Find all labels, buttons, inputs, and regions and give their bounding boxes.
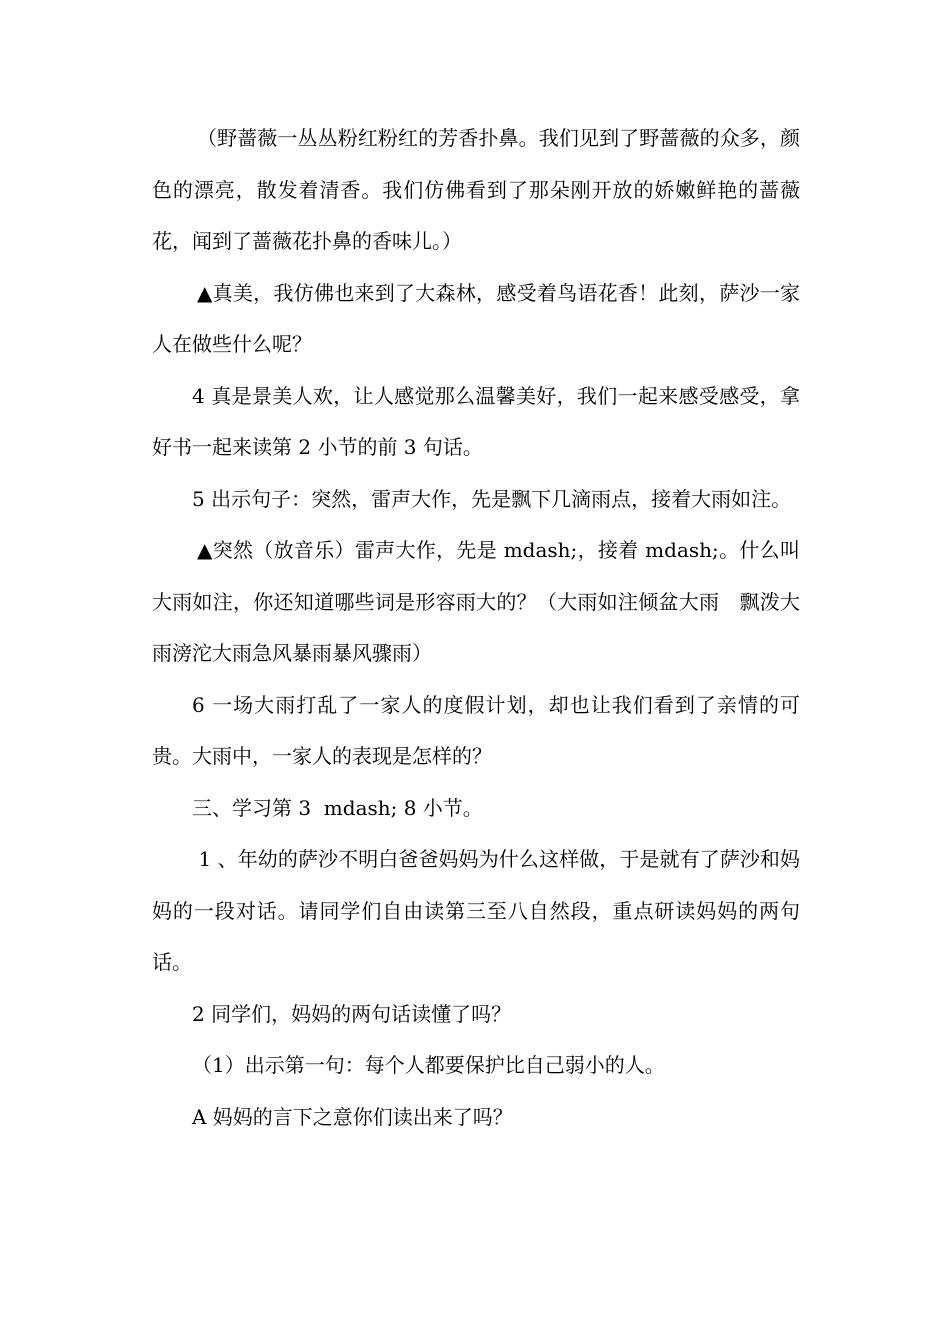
paragraph-item-2: 2 同学们，妈妈的两句话读懂了吗？ [192, 1001, 512, 1026]
document-body [152, 113, 800, 1143]
paragraph-step-5: 5 出示句子：突然，雷声大作，先是飘下几滴雨点，接着大雨如注。 [192, 486, 792, 511]
paragraph-sentence-1: （1）出示第一句：每个人都要保护比自己弱小的人。 [192, 1053, 665, 1077]
paragraph-forest-question: ▲真美，我仿佛也来到了大森林，感受着鸟语花香！此刻，萨沙一家人在做些什么呢？ [152, 280, 800, 356]
paragraph-rose-description: （野蔷薇一丛丛粉红粉红的芳香扑鼻。我们见到了野蔷薇的众多，颜色的漂亮，散发着清香。我们仿佛看到了那朵刚开放的娇嫩鲜艳的蔷薇花，闻到了蔷薇花扑鼻的香味儿。） [152, 126, 800, 253]
paragraph-item-1: 1 、年幼的萨沙不明白爸爸妈妈为什么这样做，于是就有了萨沙和妈妈的一段对话。请同学们自由读第三至八自然段，重点研读妈妈的两句话。 [152, 847, 800, 974]
section-heading-3: 三、学习第 3 mdash; 8 小节。 [192, 795, 483, 820]
paragraph-rain-words: ▲突然（放音乐）雷声大作，先是 mdash;，接着 mdash;。什么叫大雨如注，你还知道哪些词是形容雨大的？（大雨如注倾盆大雨 飘泼大雨滂沱大雨急风暴雨暴风骤雨） [152, 538, 800, 665]
paragraph-step-4: 4 真是景美人欢，让人感觉那么温馨美好，我们一起来感受感受，拿好书一起来读第 2 小节的前 3 句话。 [152, 383, 800, 459]
paragraph-step-6: 6 一场大雨打乱了一家人的度假计划，却也让我们看到了亲情的可贵。大雨中，一家人的表现是怎样的？ [152, 692, 800, 768]
paragraph-question-a: A 妈妈的言下之意你们读出来了吗？ [192, 1104, 513, 1129]
